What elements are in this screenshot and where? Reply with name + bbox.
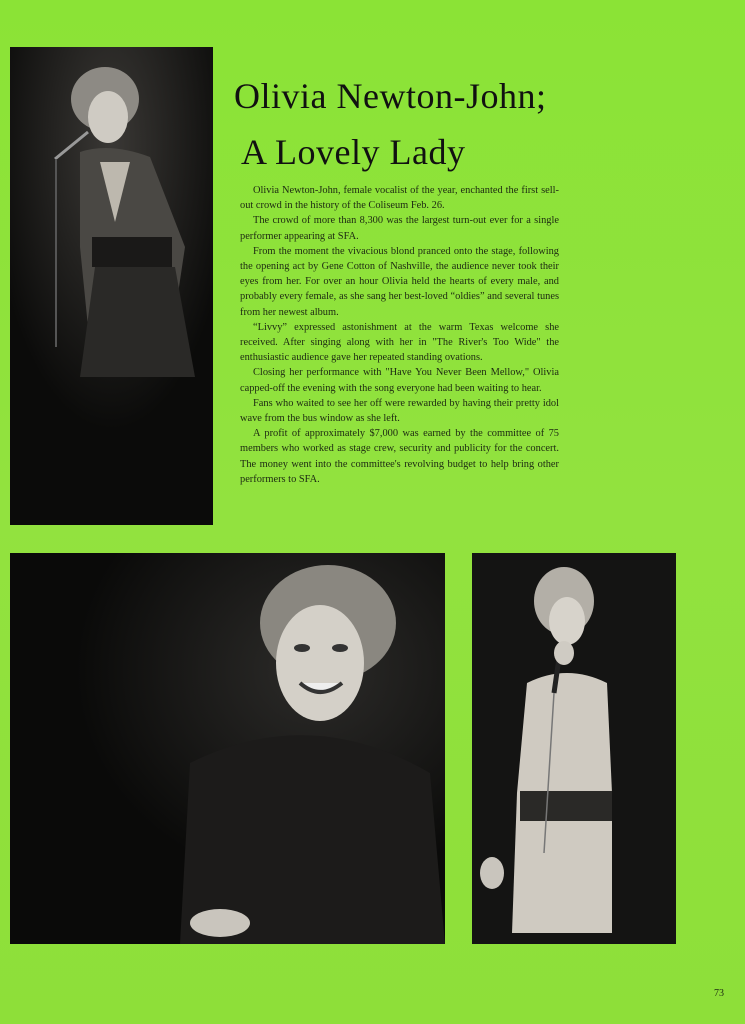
page-number: 73 [714, 988, 724, 999]
headline-line-1: Olivia Newton-John; [234, 76, 547, 116]
article-paragraph: The crowd of more than 8,300 was the largest turn-out ever for a single performer appearing at SFA. [240, 215, 559, 242]
article-paragraph: A profit of approximately $7,000 was earned by the committee of 75 members who worked as stage crew, security and publicity for the concert. The money went into the committee's revolving budget to help bring other performers to SFA. [240, 428, 559, 485]
article-paragraph: “Livvy” expressed astonishment at the warm Texas welcome she received. After singing along with her in "The River's Too Wide" the enthusiastic audience gave her repeated standing ovations. [240, 321, 559, 364]
article-paragraph: Closing her performance with "Have You Never Been Mellow," Olivia capped-off the evening with the song everyone had been waiting to hear. [240, 367, 559, 394]
headline-line-2: A Lovely Lady [241, 132, 466, 172]
concert-photo-handheld-microphone [472, 553, 676, 944]
article-paragraph: Fans who waited to see her off were rewarded by having their pretty idol wave from the bus window as she left. [240, 397, 559, 425]
article-paragraph: From the moment the vivacious blond pranced onto the stage, following the opening act by Gene Cotton of Nashville, the audience never took their eyes from her. For over an hour Olivia held the hearts of every male, and probably every female, as she sang her best-loved “oldies” and several tunes from her newest album. [240, 245, 559, 318]
article-body [240, 183, 559, 487]
concert-photo-singing-at-microphone [10, 47, 213, 525]
portrait-photo-smiling [10, 553, 445, 944]
article-paragraph: Olivia Newton-John, female vocalist of the year, enchanted the first sell-out crowd in the history of the Coliseum Feb. 26. [240, 185, 559, 212]
